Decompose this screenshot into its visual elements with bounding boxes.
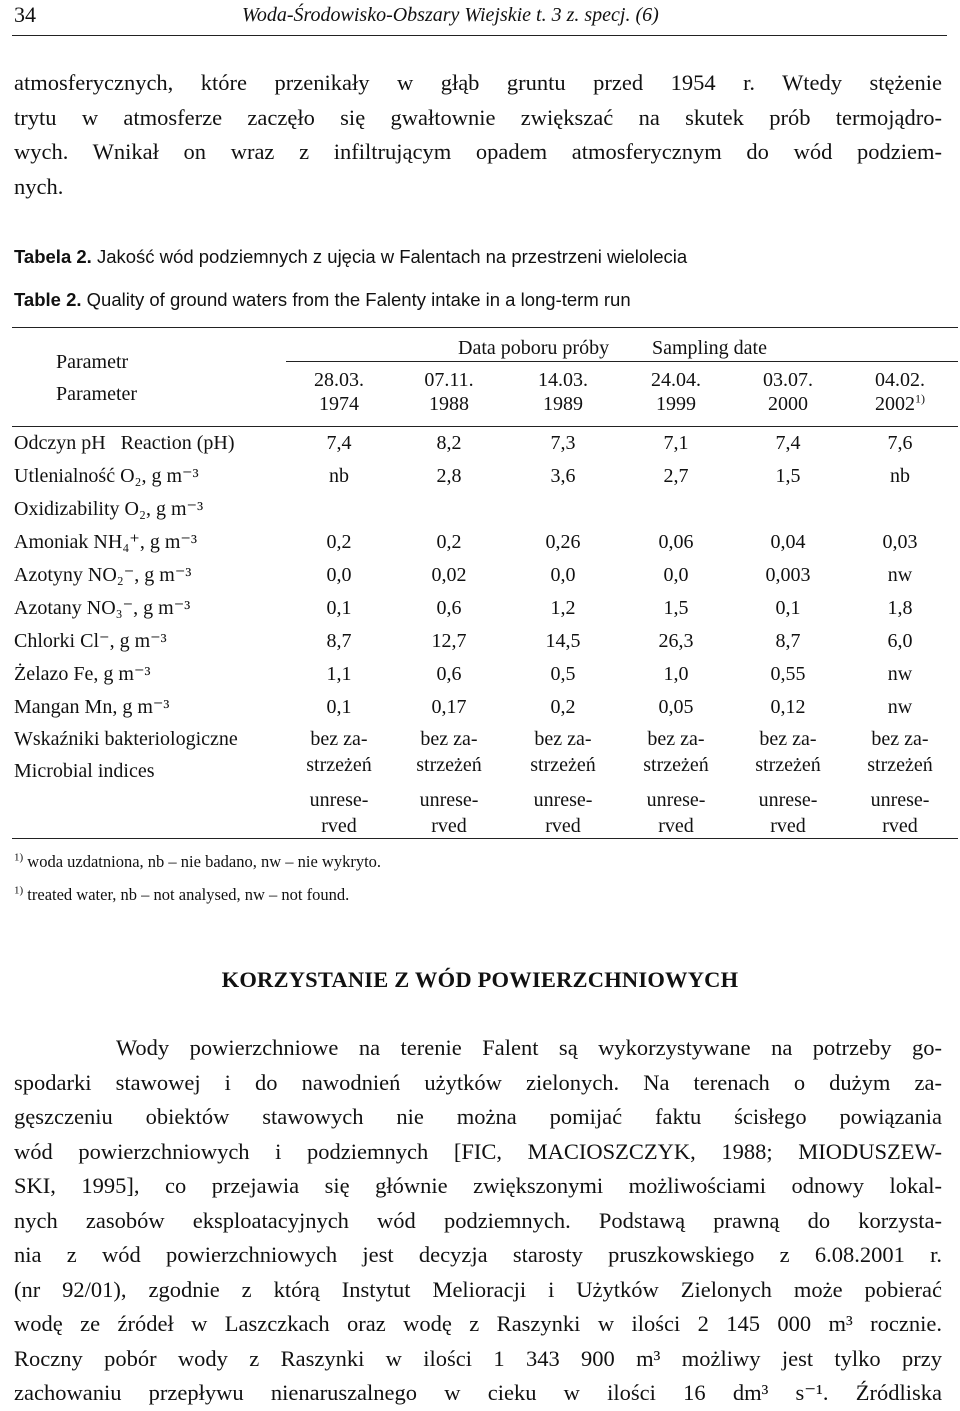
table-cell: 0,02	[431, 564, 467, 586]
micro-cell-text: strzeżeń	[416, 754, 482, 776]
table-cell: 0,2	[550, 696, 576, 718]
row-label: Utlenialność O₂, g m⁻³	[14, 465, 199, 487]
date-col-3: 14.03. 1989	[538, 369, 588, 415]
table-cell: nb	[890, 465, 910, 487]
text-line: Wody powierzchniowe na terenie Falent są wykorzystywane na potrzeby go-	[14, 1035, 942, 1060]
micro-cell-text: strzeżeń	[530, 754, 596, 776]
table-top-rule	[12, 327, 958, 328]
micro-cell-text: unrese-	[419, 789, 479, 811]
table-cell: 1,1	[326, 663, 352, 685]
date-group-pl: Data poboru próby	[458, 337, 610, 359]
micro-cell-text: unrese-	[533, 789, 593, 811]
table-cell: 0,5	[550, 663, 576, 685]
table-cell: 0,0	[663, 564, 689, 586]
table-cell: 14,5	[545, 630, 581, 652]
table-cell: 0,2	[326, 531, 352, 553]
param-header-pl: Parametr	[56, 351, 129, 373]
micro-cell-text: bez za-	[310, 728, 368, 750]
table-cell: 0,003	[765, 564, 811, 586]
row-label: Odczyn pH Reaction (pH)	[14, 432, 235, 454]
micro-cell-text: bez za-	[759, 728, 817, 750]
table-cell: 8,2	[436, 432, 462, 454]
table-cell: 6,0	[887, 630, 913, 652]
table-cell: 0,1	[326, 696, 352, 718]
table-cell: 8,7	[326, 630, 352, 652]
section-title: KORZYSTANIE Z WÓD POWIERZCHNIOWYCH	[221, 967, 739, 992]
table-caption-pl	[14, 246, 687, 268]
caption-text: Quality of ground waters from the Falenty intake in a long-term run	[81, 289, 631, 310]
caption-text: Jakość wód podziemnych z ujęcia w Falentach na przestrzeni wielolecia	[91, 246, 688, 267]
table-cell: 0,26	[545, 531, 581, 553]
table-cell: 1,0	[663, 663, 689, 685]
table-cell: 7,4	[326, 432, 352, 454]
table-subheader-rule	[286, 361, 958, 362]
table-cell: nw	[887, 663, 913, 685]
text-line: (nr 92/01), zgodnie z którą Instytut Melioracji i Użytków Zielonych może pobierać	[14, 1276, 942, 1302]
table-cell: nb	[329, 465, 349, 487]
text-line: spodarki stawowej i do nawodnień użytków zielonych. Na terenach o dużym za-	[14, 1069, 942, 1095]
micro-cell-text: unrese-	[870, 789, 930, 811]
date-col-1: 28.03. 1974	[314, 369, 364, 415]
table-cell: 0,17	[431, 696, 467, 718]
table-cell: 0,6	[436, 663, 462, 685]
micro-cell-text: bez za-	[420, 728, 478, 750]
table-cell: 1,5	[663, 597, 689, 619]
table-bottom-rule	[12, 838, 958, 839]
date-col-4: 24.04. 1999	[651, 369, 701, 415]
row-label: Oxidizability O₂, g m⁻³	[14, 498, 204, 520]
row-label: Chlorki Cl⁻, g m⁻³	[14, 630, 167, 652]
micro-cell-text: strzeżeń	[867, 754, 933, 776]
micro-label-pl: Wskaźniki bakteriologiczne	[14, 728, 238, 750]
table-cell: 0,55	[770, 663, 806, 685]
date-col-2: 07.11. 1988	[424, 369, 474, 415]
text-line: atmosferycznych, które przenikały w głąb gruntu przed 1954 r. Wtedy stężenie	[14, 70, 942, 95]
text-line: wód powierzchniowych i podziemnych [FIC, MACIOSZCZYK, 1988; MIODUSZEW-	[14, 1138, 942, 1164]
text-line: nych.	[14, 173, 64, 199]
table-cell: 7,4	[775, 432, 801, 454]
micro-cell-text: rved	[545, 815, 581, 837]
micro-cell-text: strzeżeń	[643, 754, 709, 776]
footnote-pl: $^{1)}$ woda uzdatniona, nb – nie badano, nw – nie wykryto.	[14, 851, 382, 871]
table-cell: 0,0	[326, 564, 352, 586]
text-line: zachowaniu przepływu nienaruszalnego w cieku w ilości 16 dm³ s⁻¹. Źródliska	[14, 1380, 942, 1405]
table-cell: 1,2	[550, 597, 576, 619]
header-rule	[12, 35, 947, 36]
table-cell: 0,05	[658, 696, 694, 718]
table-cell: 0,04	[770, 531, 806, 553]
micro-cell-text: bez za-	[647, 728, 705, 750]
table-cell: 0,2	[436, 531, 462, 553]
text-line: wych. Wnikał on wraz z infiltrującym opadem atmosferycznym do wód podziem-	[14, 139, 942, 164]
micro-cell-text: rved	[321, 815, 357, 837]
table-cell: 0,1	[326, 597, 352, 619]
table-cell: 1,5	[775, 465, 801, 487]
table-cell: 0,03	[882, 531, 918, 553]
running-header: Woda-Środowisko-Obszary Wiejskie t. 3 z. specj. (6)	[242, 4, 659, 26]
date-group-en: Sampling date	[652, 337, 767, 359]
date-col-5: 03.07. 2000	[763, 369, 813, 415]
param-header-en: Parameter	[56, 383, 138, 405]
table-cell: 0,12	[770, 696, 806, 718]
date-col-6: 04.02. 2002$^{1)}$	[875, 369, 925, 415]
text-line: SKI, 1995], co przejawia się głównie zwiększonymi możliwościami odnowy lokal-	[14, 1173, 942, 1198]
row-label: Mangan Mn, g m⁻³	[14, 696, 170, 718]
table-cell: 0,1	[775, 597, 801, 619]
caption-label: Table 2.	[14, 289, 82, 310]
table-cell: 0,06	[658, 531, 694, 553]
micro-cell-text: rved	[431, 815, 467, 837]
micro-cell-text: bez za-	[871, 728, 929, 750]
table-cell: nw	[887, 564, 913, 586]
row-label: Azotany NO₃⁻, g m⁻³	[14, 597, 191, 619]
caption-label: Tabela 2.	[14, 246, 92, 267]
page-number: 34	[14, 2, 36, 27]
table-cell: 8,7	[775, 630, 801, 652]
text-line: Roczny pobór wody z Raszynki w ilości 1 343 900 m³ możliwy jest tylko przy	[14, 1345, 942, 1371]
micro-cell-text: rved	[882, 815, 918, 837]
text-line: nych zasobów eksploatacyjnych wód podziemnych. Podstawą prawną do korzysta-	[14, 1207, 942, 1233]
footnote-en: $^{1)}$ treated water, nb – not analysed, nw – not found.	[14, 884, 350, 904]
micro-cell-text: unrese-	[309, 789, 369, 811]
table-header-rule	[12, 426, 958, 427]
micro-cell-text: rved	[658, 815, 694, 837]
table-cell: 2,8	[436, 465, 462, 487]
table-cell: nw	[887, 696, 913, 718]
body-paragraph	[14, 1031, 942, 1411]
micro-cell-text: unrese-	[646, 789, 706, 811]
row-label: Azotyny NO₂⁻, g m⁻³	[14, 564, 192, 586]
micro-cell-text: strzeżeń	[306, 754, 372, 776]
table-cell: 7,1	[663, 432, 689, 454]
table-cell: 1,8	[887, 597, 913, 619]
intro-paragraph	[14, 66, 942, 204]
micro-cell-text: strzeżeń	[755, 754, 821, 776]
text-line: nia z wód powierzchniowych jest decyzja starosty pruszkowskiego z 6.08.2001 r.	[14, 1242, 942, 1267]
row-label: Żelazo Fe, g m⁻³	[14, 663, 151, 685]
table-cell: 2,7	[663, 465, 689, 487]
micro-cell-text: unrese-	[758, 789, 818, 811]
micro-label-en: Microbial indices	[14, 760, 155, 782]
table-cell: 7,6	[887, 432, 913, 454]
micro-cell-text: bez za-	[534, 728, 592, 750]
table-cell: 0,6	[436, 597, 462, 619]
table-cell: 12,7	[431, 630, 467, 652]
text-line: gęszczeniu obiektów stawowych nie można pomijać faktu ścisłego powiązania	[14, 1104, 942, 1129]
text-line: wodę ze źródeł w Laszczkach oraz wodę z Raszynki w ilości 2 145 000 m³ rocznie.	[14, 1311, 942, 1336]
text-line: trytu w atmosferze zaczęło się gwałtownie zwiększać na skutek prób termojądro-	[14, 104, 942, 130]
table-caption-en	[14, 289, 631, 311]
table-cell: 7,3	[550, 432, 576, 454]
micro-cell-text: rved	[770, 815, 806, 837]
row-label: Amoniak NH₄⁺, g m⁻³	[14, 531, 197, 553]
table-cell: 26,3	[658, 630, 694, 652]
table-cell: 3,6	[550, 465, 576, 487]
table-cell: 0,0	[550, 564, 576, 586]
